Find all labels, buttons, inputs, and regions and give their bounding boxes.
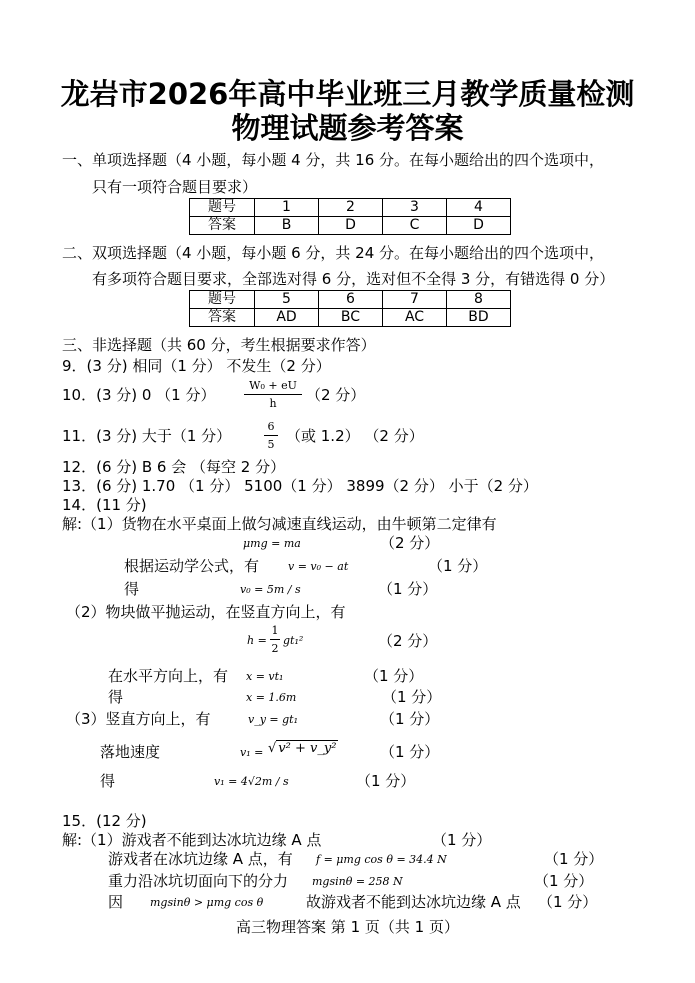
formula: x = 1.6m	[246, 691, 297, 704]
answer-q15-line1: 解:（1）游戏者不能到达冰坑边缘 A 点	[62, 831, 322, 849]
score: （1 分）	[380, 743, 440, 761]
section3-heading: 三、非选择题（共 60 分，考生根据要求作答）	[62, 336, 376, 354]
table-cell: BC	[319, 309, 383, 327]
fraction-numerator: 1	[271, 624, 279, 637]
score: （1 分）	[356, 772, 416, 790]
table-cell: D	[319, 217, 383, 235]
formula: v = v₀ − at	[288, 560, 349, 573]
answer-q13: 13．(6 分) 1.70 （1 分） 5100（1 分） 3899（2 分） 小于（2 分）	[62, 477, 538, 495]
answer-q14-line7: （3）竖直方向上，有	[66, 710, 211, 728]
table-cell: 6	[319, 291, 383, 309]
score: （2 分）	[380, 534, 440, 552]
answer-q14-line2: 根据运动学公式，有	[124, 557, 260, 575]
formula: h =	[247, 634, 267, 647]
table-cell: 7	[383, 291, 447, 309]
table-row	[190, 217, 511, 235]
table-cell: AC	[383, 309, 447, 327]
formula: μmg = ma	[243, 537, 301, 550]
answer-q14-heading: 14．(11 分)	[62, 496, 147, 514]
fraction-denominator: 5	[267, 438, 275, 451]
formula-radical: √ v² + v_y²	[268, 741, 337, 756]
table-cell: 1	[255, 199, 319, 217]
score: （1 分）	[428, 557, 488, 575]
answer-q15-line4: 因	[108, 893, 124, 911]
table-cell: B	[255, 217, 319, 235]
table-header-cell: 题号	[190, 291, 255, 309]
table-header-cell: 答案	[190, 309, 255, 327]
table-header-cell: 题号	[190, 199, 255, 217]
fraction-denominator: h	[269, 397, 277, 410]
answer-q10-left: 10．(3 分) 0 （1 分）	[62, 386, 216, 404]
table-cell: C	[383, 217, 447, 235]
answer-q14-line6: 得	[108, 688, 124, 706]
answer-q11-left: 11．(3 分) 大于（1 分）	[62, 427, 232, 445]
formula: v₁ = 4√2m / s	[214, 775, 289, 788]
answer-q15-line4-conclusion: 故游戏者不能到达冰坑边缘 A 点	[306, 893, 521, 911]
section1-answer-table	[189, 198, 511, 235]
answer-q14-line5: 在水平方向上，有	[108, 667, 229, 685]
score: （1 分）	[544, 850, 604, 868]
answer-q15-heading: 15．(12 分)	[62, 812, 147, 830]
answer-q14-line9: 得	[100, 772, 116, 790]
formula: f = μmg cos θ = 34.4 N	[316, 853, 447, 866]
answer-q9: 9．(3 分) 相同（1 分） 不发生（2 分）	[62, 357, 331, 375]
page-footer: 高三物理答案 第 1 页（共 1 页）	[236, 918, 459, 936]
formula: mgsinθ > μmg cos θ	[150, 896, 264, 909]
formula: v₁ =	[240, 746, 264, 759]
answer-q15-line2: 游戏者在冰坑边缘 A 点，有	[108, 850, 293, 868]
answer-q10-fraction	[244, 379, 302, 410]
score: （1 分）	[380, 710, 440, 728]
table-cell: 3	[383, 199, 447, 217]
score: （1 分）	[432, 831, 492, 849]
answer-q14-line8: 落地速度	[100, 743, 161, 761]
score: （1 分）	[382, 688, 442, 706]
table-row	[190, 291, 511, 309]
fraction-bar	[264, 435, 278, 436]
score: （2 分）	[378, 632, 438, 650]
table-cell: 8	[447, 291, 511, 309]
score: （1 分）	[538, 893, 598, 911]
section2-heading: 二、双项选择题（4 小题，每小题 6 分，共 24 分。在每小题给出的四个选项中，	[62, 244, 605, 262]
table-cell: D	[447, 217, 511, 235]
fraction-bar	[244, 394, 302, 395]
table-row	[190, 199, 511, 217]
section2-answer-table	[189, 290, 511, 327]
page-title-line1: 龙岩市2026年高中毕业班三月教学质量检测	[60, 77, 635, 111]
fraction-numerator: W₀ + eU	[249, 379, 297, 392]
formula: v₀ = 5m / s	[240, 583, 301, 596]
table-cell: 5	[255, 291, 319, 309]
table-cell: AD	[255, 309, 319, 327]
section1-heading: 一、单项选择题（4 小题，每小题 4 分，共 16 分。在每小题给出的四个选项中，	[62, 151, 605, 169]
answer-q14-line1: 解:（1）货物在水平桌面上做匀减速直线运动，由牛顿第二定律有	[62, 515, 497, 533]
answer-q11-right: （或 1.2） （2 分）	[286, 427, 424, 445]
section2-heading-cont: 有多项符合题目要求，全部选对得 6 分，选对但不全得 3 分，有错选得 0 分）	[92, 270, 615, 288]
table-cell: BD	[447, 309, 511, 327]
radicand: v² + v_y²	[278, 741, 337, 756]
table-header-cell: 答案	[190, 217, 255, 235]
table-cell: 4	[447, 199, 511, 217]
score: （1 分）	[364, 667, 424, 685]
page-title-line2: 物理试题参考答案	[231, 111, 464, 145]
table-row	[190, 309, 511, 327]
formula: gt₁²	[283, 634, 304, 647]
fraction-numerator: 6	[267, 420, 275, 433]
fraction-bar	[270, 639, 280, 640]
answer-q14-line3: 得	[124, 580, 140, 598]
answer-q12: 12．(6 分) B 6 会 （每空 2 分）	[62, 458, 286, 476]
score: （1 分）	[378, 580, 438, 598]
formula: x = vt₁	[246, 670, 284, 683]
answer-q10-score: （2 分）	[306, 386, 366, 404]
table-cell: 2	[319, 199, 383, 217]
section1-heading-cont: 只有一项符合题目要求）	[92, 178, 258, 196]
answer-q14-line4: （2）物块做平抛运动，在竖直方向上，有	[66, 603, 346, 621]
formula: mgsinθ = 258 N	[312, 875, 403, 888]
score: （1 分）	[534, 872, 594, 890]
answer-q15-line3: 重力沿冰坑切面向下的分力	[108, 872, 289, 890]
fraction-denominator: 2	[271, 642, 279, 655]
formula: v_y = gt₁	[248, 713, 299, 726]
formula-fraction	[270, 624, 280, 655]
answer-q11-fraction	[264, 420, 278, 451]
